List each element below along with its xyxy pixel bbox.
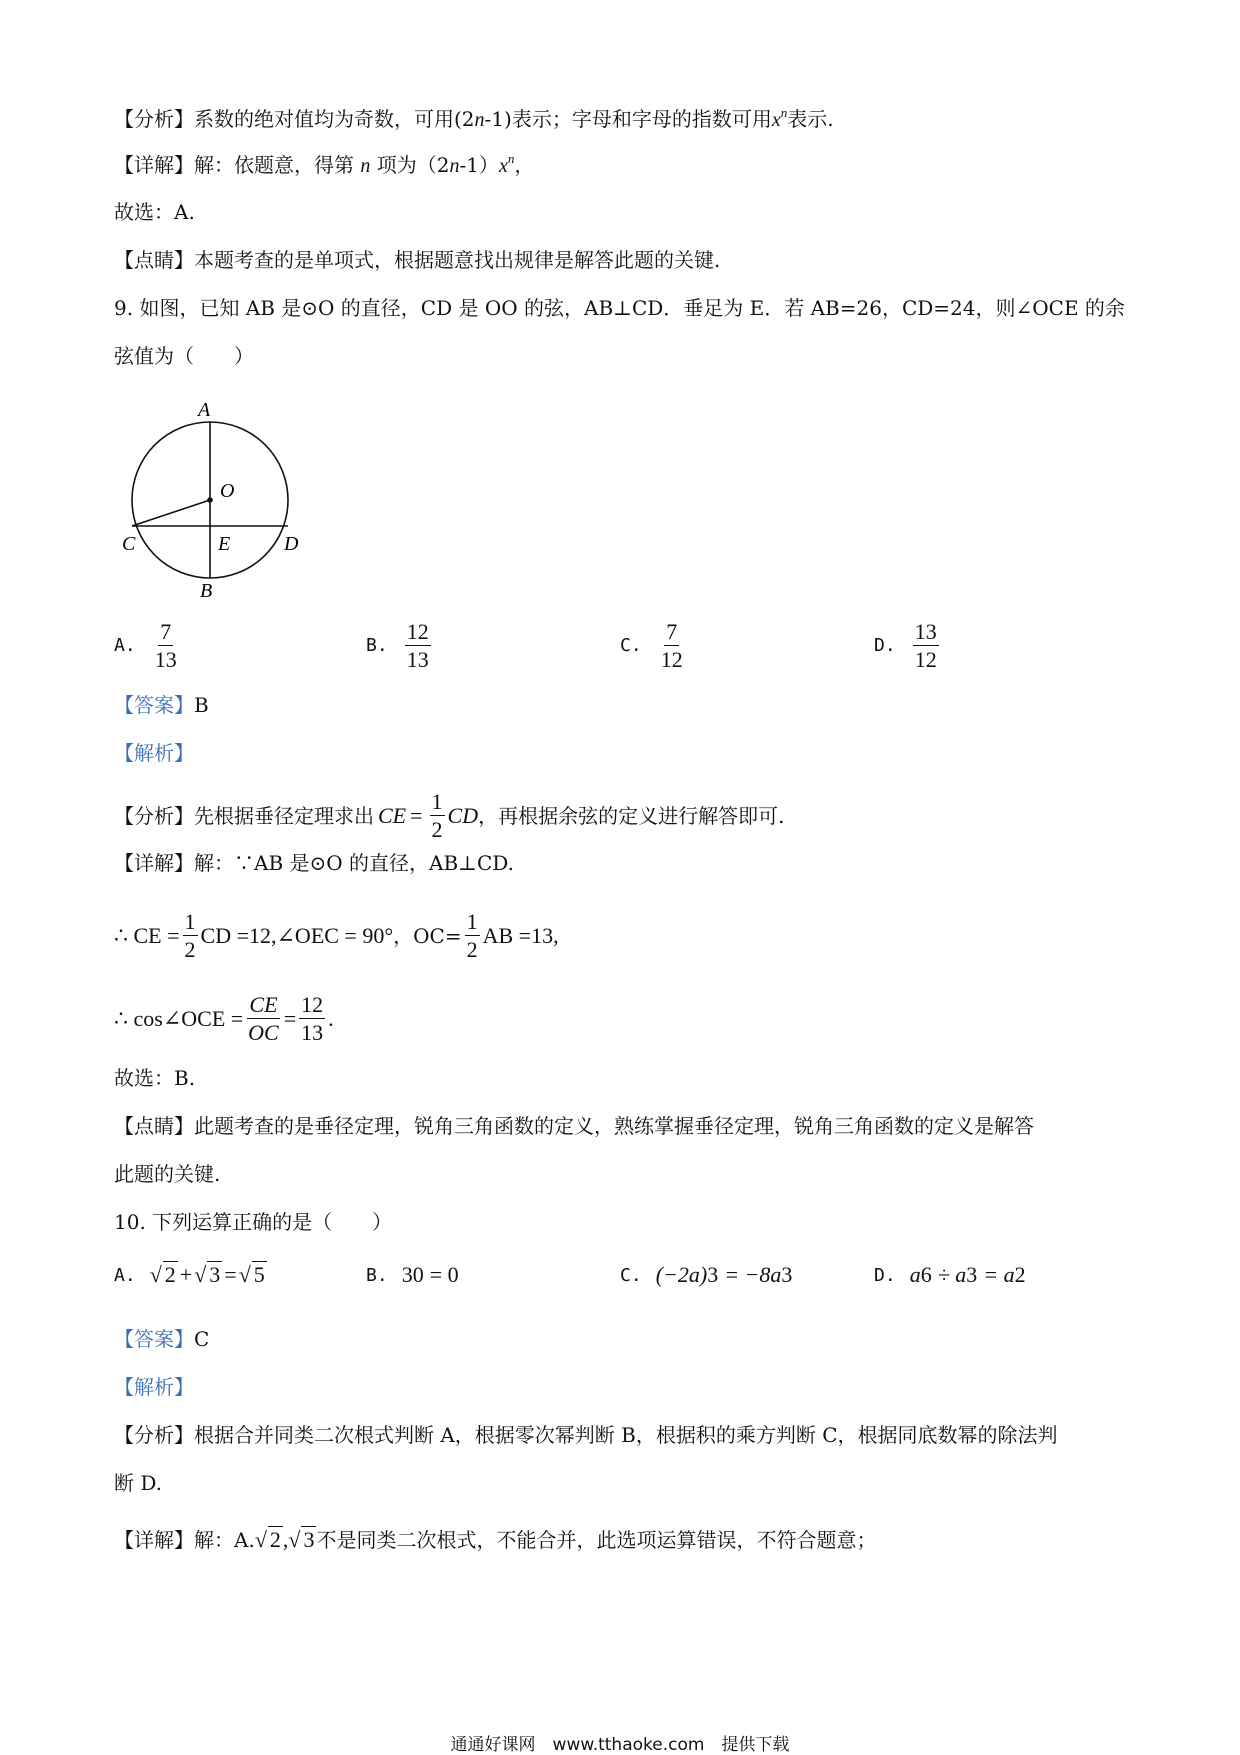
q9-fenxi-line: 【分析】 先根据垂径定理求出 CE = $\frac{1}{2}$ CD ，再根据余弦的定义进行解答即可. [114,789,785,843]
answer-tag: 【答案】 [114,693,194,717]
q9-xiangjie-line: 【详解】解：∵AB 是⊙O 的直径，AB⊥CD. [114,851,514,875]
label-e: E [218,533,231,555]
q10-option-c: C. (−2a) 3 = −8a 3 [620,1262,793,1287]
q9-guxuan: 故选：B. [114,1066,196,1090]
q9-circle-figure [118,390,318,610]
q10-option-d: D. a 6 ÷ a 3 = a 2 [874,1262,1026,1287]
label-c: C [122,533,136,555]
label-d: D [284,533,299,555]
q9-answer-line [114,690,1140,720]
dianjing-tag: 【点睛】 [114,248,194,272]
q9-option-a: A. $\frac{7}{13}$ [114,619,177,673]
q10-fenxi-line1: 【分析】根据合并同类二次根式判断 A，根据零次幂判断 B，根据积的乘方判断 C，根据同底数幂的除法判 [114,1423,1058,1447]
q9-step1: ∴ CE = $\frac{1}{2}$ CD =12,∠OEC = 90° ，OC= $\frac{1}{2}$ AB =13, [114,909,559,963]
label-a: A [198,399,211,421]
xiangjie-tag: 【详解】 [114,153,194,177]
q9-jiexi-tag: 【解析】 [114,741,194,765]
q10-jiexi-tag: 【解析】 [114,1375,194,1399]
q9-option-c: C. $\frac{7}{12}$ [620,619,683,673]
segment-oc [132,500,210,526]
q10-option-a: A. √ 2 + √ 3 = √ 5 [114,1262,265,1287]
q10-stem: 10. 下列运算正确的是（ ） [114,1210,393,1234]
q10-answer-line: 【答案】C [114,1327,210,1351]
q10-answer: C [194,1327,210,1351]
label-b: B [200,580,213,602]
q9-dianjing-line1: 【点睛】此题考查的是垂径定理，锐角三角函数的定义，熟练掌握垂径定理，锐角三角函数的定义是解答 [114,1114,1034,1138]
p8-dianjing-line: 【点睛】本题考查的是单项式，根据题意找出规律是解答此题的关键. [114,248,721,272]
fenxi-tag: 【分析】 [114,107,194,131]
page-footer: 通通好课网 www.tthaoke.com 提供下载 [450,1735,790,1755]
center-point-o [207,497,213,503]
q9-stem-line2: 弦值为（ ） [114,344,254,368]
p8-guxuan: 故选：A. [114,200,195,224]
q10-option-b: B. 3 0 = 0 [366,1262,459,1287]
p8-xiangjie-line: 【详解】解：依题意，得第 n 项为$(2n-1)x^n$， [114,151,535,177]
q10-xiangjie-line: 【详解】 解：A. √ 2 , √ 3 不是同类二次根式，不能合并，此选项运算错误，不符合题意； [114,1527,877,1552]
q10-fenxi-line2: 断 D. [114,1471,163,1495]
label-o: O [220,480,235,502]
q9-dianjing-line2: 此题的关键. [114,1162,221,1186]
q9-option-d: D. $\frac{13}{12}$ [874,619,937,673]
p8-fenxi-line: 【分析】系数的绝对值均为奇数，可用(2n-1)表示；字母和字母的指数可用$x^n$表示. [114,105,834,131]
q9-step2: ∴ cos∠OCE = $\frac{CE}{OC}$ = $\frac{12}{13}$ . [114,992,334,1046]
q9-option-b: B. $\frac{12}{13}$ [366,619,429,673]
q9-stem-line1: 9. 如图，已知 AB 是⊙O 的直径，CD 是 OO 的弦，AB⊥CD．垂足为 E．若 AB=26，CD=24，则∠OCE 的余 [114,296,1125,320]
q9-answer: B [194,693,209,717]
